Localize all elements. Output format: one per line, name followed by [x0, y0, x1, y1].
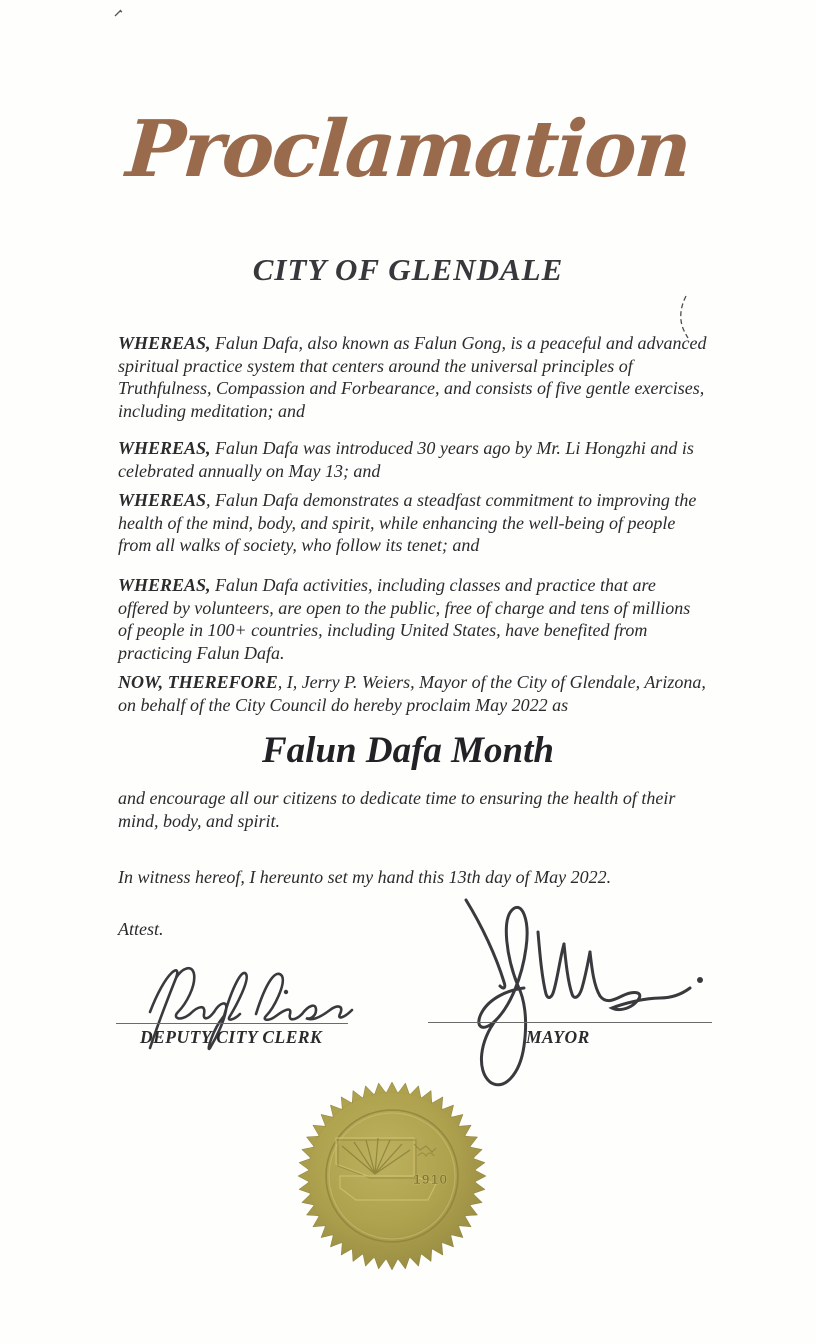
whereas-text: Falun Dafa activities, including classes and practice that are offered by volunteers, are open to the public, free of charge and tens of millions of people in 100+ countries, including United States, have benefited from practicing Falun Dafa. — [118, 575, 691, 663]
whereas-text: Falun Dafa, also known as Falun Gong, is a peaceful and advanced spiritual practice system that centers around the universal principles of Truthfulness, Compassion and Forbearance, and consists of five gentle exercises, including meditation; and — [118, 333, 707, 421]
witness-line: In witness hereof, I hereunto set my hand this 13th day of May 2022. — [118, 867, 612, 887]
proclaimed-month-title: Falun Dafa Month — [262, 730, 554, 771]
mayor-title-label: MAYOR — [526, 1027, 590, 1047]
city-heading: CITY OF GLENDALE — [252, 252, 564, 287]
whereas-text: , Falun Dafa demonstrates a steadfast commitment to improving the health of the mind, body, and spirit, while enhancing the well-being of people from all walks of society, who follow its tenet; and — [118, 490, 697, 555]
now-therefore-lead: NOW, THEREFORE — [118, 672, 278, 692]
paragraph-whereas-4 — [118, 574, 708, 664]
clerk-title-label: DEPUTY CITY CLERK — [140, 1027, 323, 1047]
paragraph-now-therefore — [118, 671, 708, 716]
whereas-lead: WHEREAS, — [118, 333, 211, 353]
mayor-signature-line — [428, 1022, 712, 1023]
closing-paragraph: and encourage all our citizens to dedicate time to ensuring the health of their mind, body, and spirit. — [118, 788, 676, 831]
paragraph-whereas-2 — [118, 437, 708, 482]
now-therefore-text: , I, Jerry P. Weiers, Mayor of the City of Glendale, Arizona, on behalf of the City Council do hereby proclaim May 2022 as — [118, 672, 706, 715]
attest-label: Attest. — [118, 919, 164, 939]
clerk-signature-line — [116, 1023, 348, 1024]
mayor-signature — [452, 886, 726, 1100]
gold-embossed-seal-icon — [296, 1080, 488, 1272]
scan-artifact-dot — [112, 7, 126, 21]
whereas-lead: WHEREAS, — [118, 438, 211, 458]
paragraph-whereas-1 — [118, 332, 708, 422]
whereas-lead: WHEREAS, — [118, 575, 211, 595]
seal-year-text: 1910 — [413, 1171, 449, 1187]
paragraph-whereas-3 — [118, 489, 708, 557]
document-title: Proclamation — [123, 104, 693, 195]
whereas-text: Falun Dafa was introduced 30 years ago by Mr. Li Hongzhi and is celebrated annually on May 13; and — [118, 438, 694, 481]
whereas-lead: WHEREAS — [118, 490, 207, 510]
